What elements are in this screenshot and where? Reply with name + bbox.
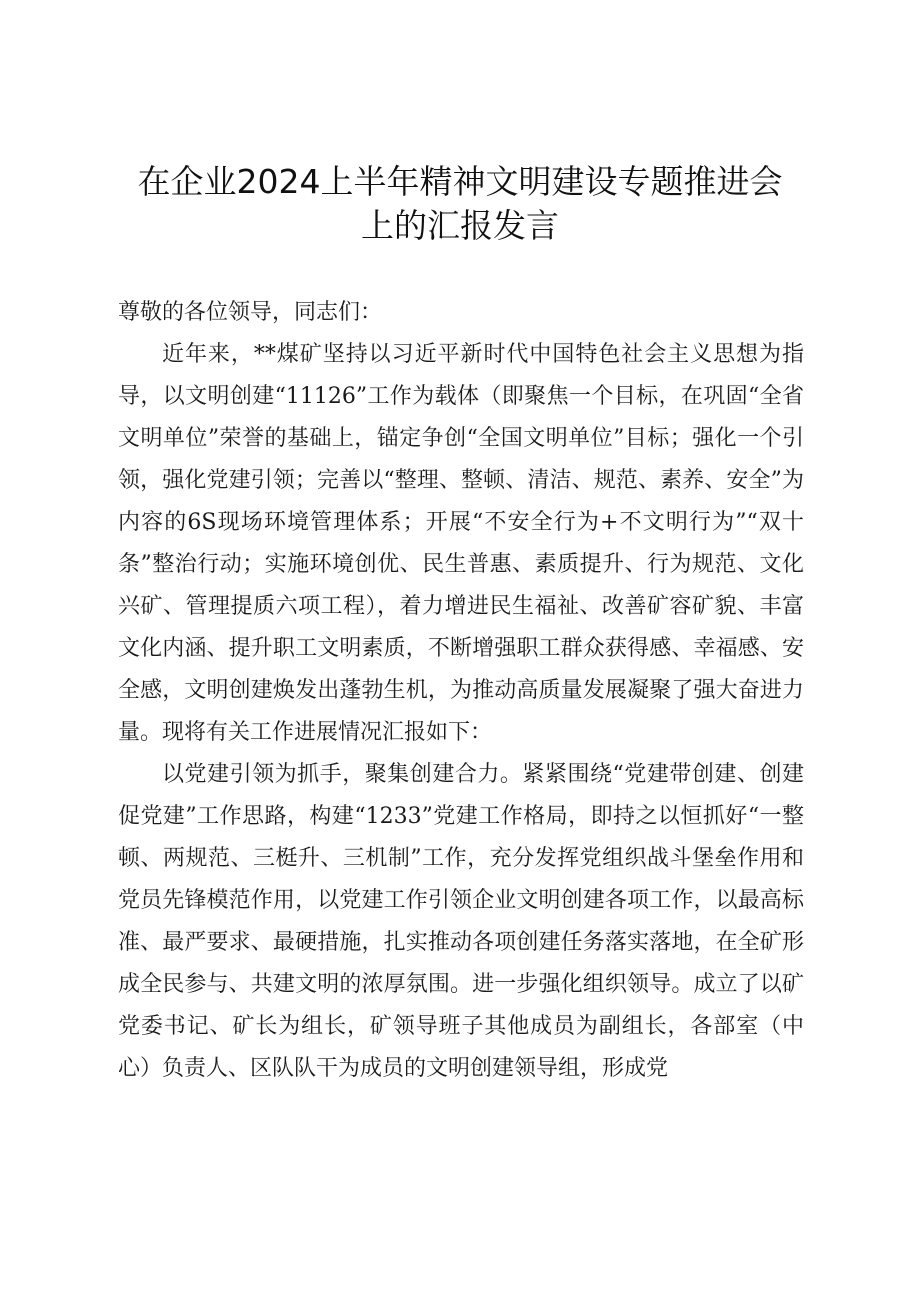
title-line-1: 在企业2024上半年精神文明建设专题推进会 (137, 162, 783, 201)
document-title (110, 160, 810, 248)
title-line-2: 上的汇报发言 (361, 206, 559, 245)
salutation: 尊敬的各位领导，同志们： (118, 300, 383, 325)
paragraph: 近年来，**煤矿坚持以习近平新时代中国特色社会主义思想为指导，以文明创建“11126”工作为载体（即聚焦一个目标，在巩固“全省文明单位”荣誉的基础上，锚定争创“全国文明单位”目标；强化一个引领，强化党建引领；完善以“整理、整顿、清洁、规范、素养、安全”为内容的6S现场环境管理体系；开展“不安全行为+不文明行为”“双十条”整治行动；实施环境创优、民生普惠、素质提升、行为规范、文化兴矿、管理提质六项工程），着力增进民生福祉、改善矿容矿貌、丰富文化内涵、提升职工文明素质，不断增强职工群众获得感、幸福感、安全感，文明创建焕发出蓬勃生机，为推动高质量发展凝聚了强大奋进力量。现将有关工作进展情况汇报如下： (118, 342, 804, 745)
document-body (118, 292, 804, 1090)
paragraph: 以党建引领为抓手，聚集创建合力。紧紧围绕“党建带创建、创建促党建”工作思路，构建“1233”党建工作格局，即持之以恒抓好“一整顿、两规范、三梃升、三机制”工作，充分发挥党组织战斗堡垒作用和党员先锋模范作用，以党建工作引领企业文明创建各项工作，以最高标准、最严要求、最硬措施，扎实推动各项创建任务落实落地，在全矿形成全民参与、共建文明的浓厚氛围。进一步强化组织领导。成立了以矿党委书记、矿长为组长，矿领导班子其他成员为副组长，各部室（中心）负责人、区队队干为成员的文明创建领导组，形成党 (118, 762, 804, 1081)
